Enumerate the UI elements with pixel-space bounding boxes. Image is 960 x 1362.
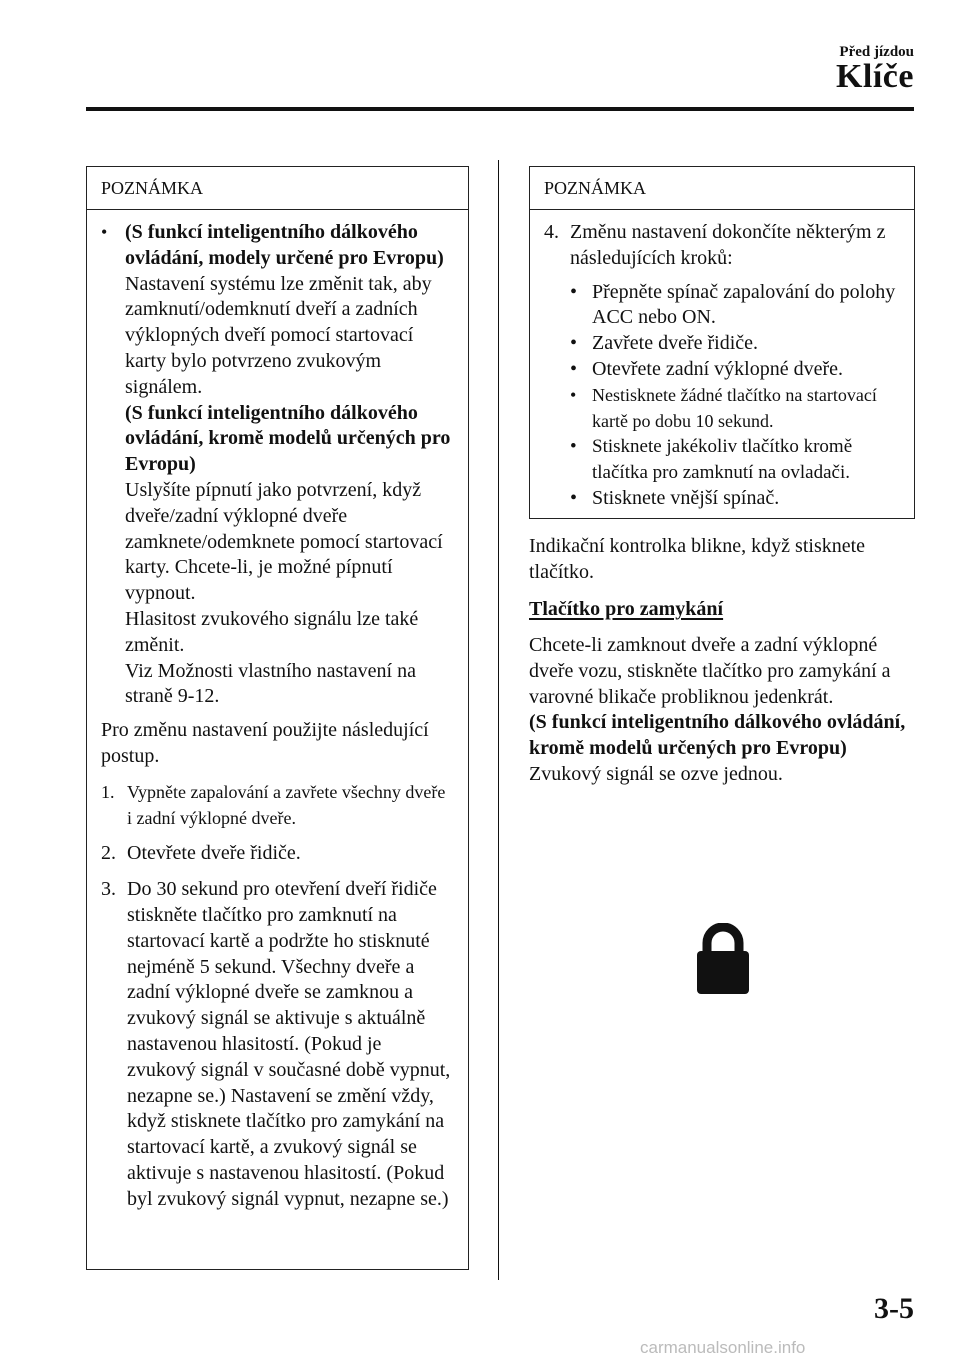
- list-item-text: Zavřete dveře řidiče.: [592, 332, 759, 355]
- column-divider: [498, 160, 499, 1280]
- lock-paragraph: [529, 633, 919, 788]
- bullet-text-2: Uslyšíte pípnutí jako potvrzení, když dveře/zadní výklopné dveře zamknete/odemknete pomocí startovací karty. Chcete-li, je možné pípnutí vypnout.: [125, 478, 443, 605]
- list-item: [570, 357, 900, 383]
- bullet-text-3: Hlasitost zvukového signálu lze také změnit.: [125, 607, 419, 656]
- list-item: [570, 434, 900, 486]
- steps-intro: Pro změnu nastavení použijte následující postup.: [101, 719, 429, 767]
- list-item-text: Přepněte spínač zapalování do polohy ACC nebo ON.: [592, 280, 896, 329]
- bullet-text-4: Viz Možnosti vlastního nastavení na straně 9-12.: [125, 659, 416, 708]
- left-note-heading: POZNÁMKA: [87, 167, 468, 210]
- bullet-mark: •: [570, 357, 578, 380]
- bullet-mark: •: [570, 332, 578, 355]
- bullet-mark: •: [570, 384, 577, 405]
- list-item-text: Nestisknete žádné tlačítko na startovací kartě po dobu 10 sekund.: [592, 384, 877, 431]
- step-3-text: Do 30 sekund pro otevření dveří řidiče stiskněte tlačítko pro zamknutí na startovací kartě a podržte ho stisknuté nejméně 5 sekund. Všechny dveře a zadní výklopné dveře se zamknou a zvukový signál se aktivuje s aktuálně nastavenou hlasitostí. (Pokud je zvukový signál v současné době vypnut, nezapne se.) Nastavení se změní vždy, když stisknete tlačítko pro zamykání na startovací kartě, a zvukový signál se aktivuje s nastavenou hlasitostí. (Pokud byl zvukový signál vypnut, nezapne se.): [127, 878, 451, 1210]
- sound-note: Zvukový signál se ozve jednou.: [529, 762, 783, 785]
- lock-icon: [697, 923, 749, 994]
- bullet-bold-1: (S funkcí inteligentního dálkového ovládání, modely určené pro Evropu): [125, 221, 444, 269]
- note-bullet: [101, 220, 454, 710]
- left-note-box: [86, 166, 469, 1270]
- step-2: [101, 841, 454, 867]
- list-item-text: Stisknete jakékoliv tlačítko kromě tlačítka pro zamknutí na ovladači.: [592, 436, 853, 484]
- bullet-bold-2: (S funkcí inteligentního dálkového ovládání, kromě modelů určených pro Evropu): [125, 401, 451, 476]
- step-4-number: 4.: [544, 221, 559, 243]
- bullet-mark: •: [570, 436, 577, 458]
- page-number: 3-5: [874, 1292, 914, 1325]
- list-item: [570, 383, 900, 435]
- list-item-text: Otevřete zadní výklopné dveře.: [592, 357, 844, 380]
- step-1-text: Vypněte zapalování a zavřete všechny dveře i zadní výklopné dveře.: [127, 781, 446, 828]
- step-4: [544, 220, 900, 272]
- step-2-number: 2.: [101, 842, 116, 865]
- list-item-text: Stisknete vnější spínač.: [592, 486, 780, 509]
- watermark: carmanualsonline.info: [640, 1338, 806, 1357]
- right-note-heading: POZNÁMKA: [530, 167, 914, 210]
- indicator-paragraph: Indikační kontrolka blikne, když stisknete tlačítko.: [529, 535, 866, 583]
- bullet-text-1: Nastavení systému lze změnit tak, aby zamknutí/odemknutí dveří a zadních výklopných dveří pomocí startovací karty bylo potvrzeno zvukovým signálem.: [125, 272, 432, 398]
- step-1: [101, 780, 454, 832]
- bullet-mark: •: [570, 280, 578, 303]
- header-rule: [86, 107, 914, 111]
- section-label: Před jízdou: [839, 44, 914, 60]
- list-item: [570, 280, 900, 332]
- step-1-number: 1.: [101, 781, 115, 802]
- bullet-content: [125, 220, 454, 710]
- step-2-text: Otevřete dveře řidiče.: [127, 842, 301, 865]
- step-4-text: Změnu nastavení dokončíte některým z následujících kroků:: [570, 221, 886, 269]
- left-note-body: [87, 210, 468, 1224]
- page-title: Klíče: [835, 58, 914, 95]
- right-note-body: [530, 210, 914, 524]
- right-note-box: [529, 166, 915, 519]
- bold-condition: (S funkcí inteligentního dálkového ovládání, kromě modelů určených pro Evropu): [529, 711, 906, 760]
- step-3: [101, 877, 454, 1212]
- list-item: [570, 331, 900, 357]
- bullet-mark: •: [101, 222, 108, 242]
- step-3-number: 3.: [101, 878, 116, 901]
- list-item: [570, 486, 900, 512]
- lock-instructions: Chcete-li zamknout dveře a zadní výklopné dveře vozu, stiskněte tlačítko pro zamykání a varovné blikače probliknou jedenkrát.: [529, 634, 891, 708]
- bullet-mark: •: [570, 486, 578, 509]
- section-heading: Tlačítko pro zamykání: [529, 598, 724, 620]
- finish-options-list: [544, 280, 900, 512]
